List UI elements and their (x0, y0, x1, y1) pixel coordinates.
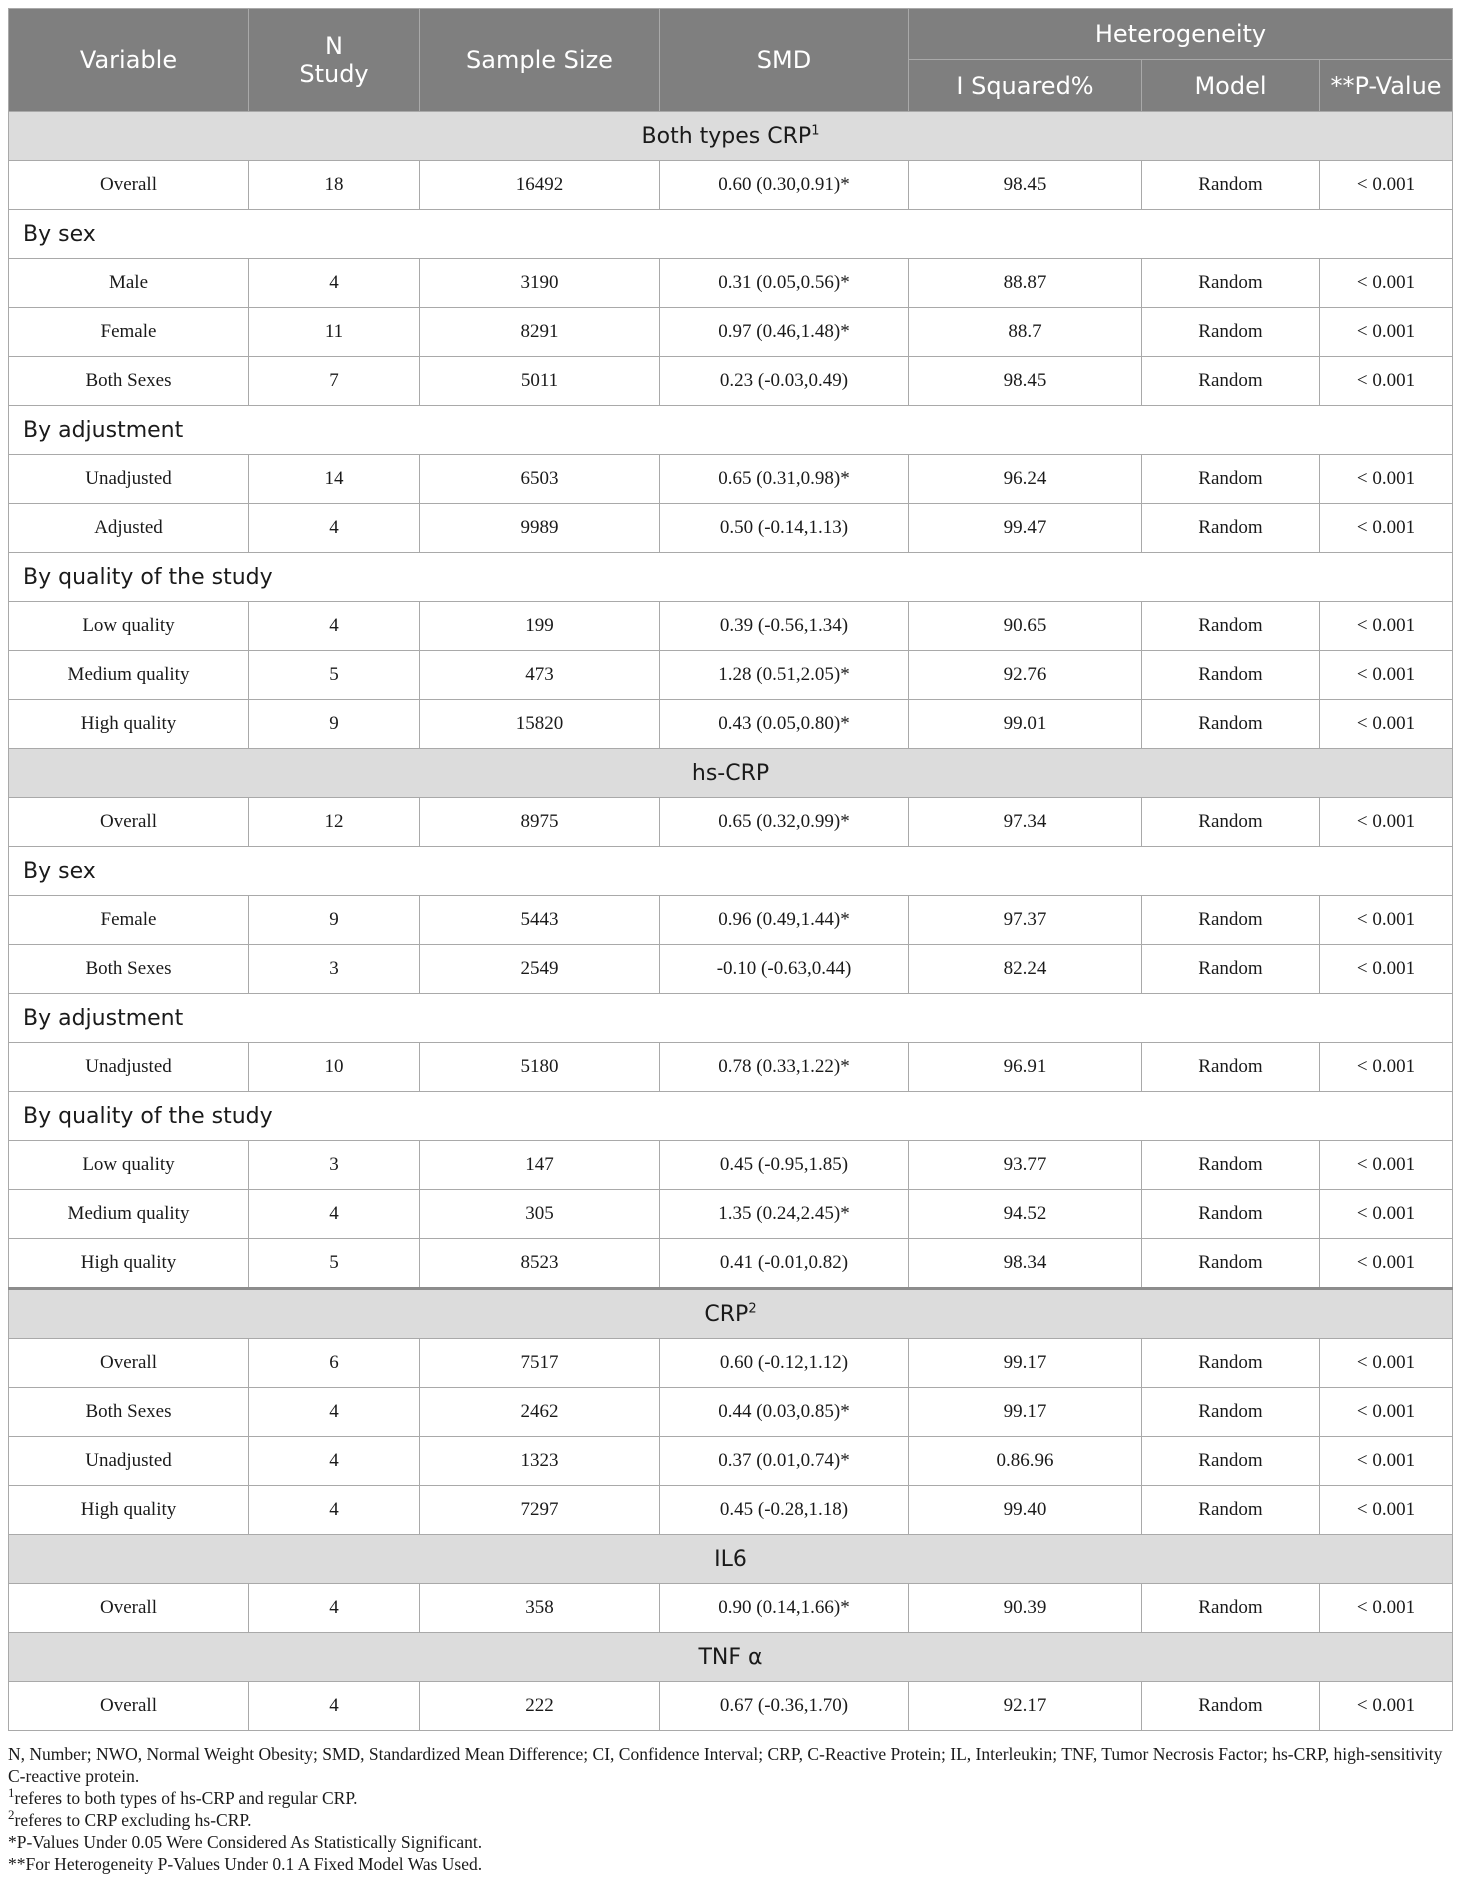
cell-model: Random (1142, 455, 1320, 504)
table-row (9, 308, 1453, 357)
cell-n-study: 9 (249, 700, 420, 749)
cell-n-study: 11 (249, 308, 420, 357)
cell-i-squared: 99.40 (909, 1486, 1142, 1535)
cell-sample-size: 8291 (420, 308, 660, 357)
section-header-row (9, 749, 1453, 798)
section-label: TNF α (698, 1644, 763, 1670)
table-row (9, 1682, 1453, 1731)
cell-p-value: < 0.001 (1320, 896, 1453, 945)
cell-sample-size: 5011 (420, 357, 660, 406)
cell-p-value: < 0.001 (1320, 161, 1453, 210)
cell-smd: 0.97 (0.46,1.48)* (660, 308, 909, 357)
subgroup-header-row (9, 847, 1453, 896)
subgroup-label: By sex (9, 847, 1453, 896)
cell-model: Random (1142, 1388, 1320, 1437)
cell-sample-size: 3190 (420, 259, 660, 308)
table-row (9, 1339, 1453, 1388)
cell-p-value: < 0.001 (1320, 1388, 1453, 1437)
table-container (8, 8, 1452, 1875)
cell-variable: Female (9, 308, 249, 357)
cell-sample-size: 222 (420, 1682, 660, 1731)
section-header-row (9, 1289, 1453, 1339)
cell-model: Random (1142, 1486, 1320, 1535)
cell-smd: 0.67 (-0.36,1.70) (660, 1682, 909, 1731)
column-header-variable: Variable (9, 9, 249, 112)
footnote-marker: 2 (748, 1301, 757, 1317)
cell-sample-size: 358 (420, 1584, 660, 1633)
cell-n-study: 5 (249, 1239, 420, 1289)
cell-i-squared: 96.24 (909, 455, 1142, 504)
results-table (8, 8, 1453, 1731)
cell-p-value: < 0.001 (1320, 259, 1453, 308)
cell-model: Random (1142, 1141, 1320, 1190)
table-row (9, 161, 1453, 210)
cell-i-squared: 98.34 (909, 1239, 1142, 1289)
cell-smd: 1.28 (0.51,2.05)* (660, 651, 909, 700)
cell-i-squared: 96.91 (909, 1043, 1142, 1092)
cell-p-value: < 0.001 (1320, 1584, 1453, 1633)
table-row (9, 1239, 1453, 1289)
footnote (8, 1853, 1452, 1875)
column-header-model: Model (1142, 60, 1320, 112)
cell-n-study: 4 (249, 504, 420, 553)
section-title (9, 749, 1453, 798)
cell-i-squared: 92.76 (909, 651, 1142, 700)
cell-i-squared: 88.87 (909, 259, 1142, 308)
footnote-text: *P-Values Under 0.05 Were Considered As Statistically Significant. (8, 1832, 483, 1852)
section-label: Both types CRP (641, 123, 812, 149)
cell-sample-size: 6503 (420, 455, 660, 504)
cell-i-squared: 99.01 (909, 700, 1142, 749)
cell-smd: 0.37 (0.01,0.74)* (660, 1437, 909, 1486)
column-header-heterogeneity: Heterogeneity (909, 9, 1453, 60)
cell-p-value: < 0.001 (1320, 945, 1453, 994)
cell-variable: Low quality (9, 1141, 249, 1190)
cell-n-study: 14 (249, 455, 420, 504)
table-header (9, 9, 1453, 112)
cell-sample-size: 1323 (420, 1437, 660, 1486)
cell-model: Random (1142, 357, 1320, 406)
cell-n-study: 12 (249, 798, 420, 847)
cell-p-value: < 0.001 (1320, 700, 1453, 749)
cell-smd: -0.10 (-0.63,0.44) (660, 945, 909, 994)
cell-n-study: 9 (249, 896, 420, 945)
cell-n-study: 4 (249, 1388, 420, 1437)
cell-smd: 0.23 (-0.03,0.49) (660, 357, 909, 406)
cell-variable: Male (9, 259, 249, 308)
cell-model: Random (1142, 651, 1320, 700)
cell-sample-size: 15820 (420, 700, 660, 749)
cell-i-squared: 90.39 (909, 1584, 1142, 1633)
subgroup-label: By sex (9, 210, 1453, 259)
cell-sample-size: 5443 (420, 896, 660, 945)
cell-model: Random (1142, 896, 1320, 945)
table-row (9, 1190, 1453, 1239)
section-header-row (9, 112, 1453, 161)
table-row (9, 357, 1453, 406)
cell-model: Random (1142, 1437, 1320, 1486)
cell-model: Random (1142, 1682, 1320, 1731)
cell-sample-size: 2549 (420, 945, 660, 994)
n-study-label: N Study (299, 32, 369, 88)
cell-p-value: < 0.001 (1320, 308, 1453, 357)
cell-sample-size: 16492 (420, 161, 660, 210)
cell-n-study: 5 (249, 651, 420, 700)
cell-i-squared: 99.47 (909, 504, 1142, 553)
table-row (9, 945, 1453, 994)
cell-n-study: 3 (249, 945, 420, 994)
cell-variable: High quality (9, 700, 249, 749)
cell-i-squared: 90.65 (909, 602, 1142, 651)
cell-variable: Both Sexes (9, 945, 249, 994)
section-header-row (9, 1535, 1453, 1584)
cell-p-value: < 0.001 (1320, 602, 1453, 651)
table-row (9, 455, 1453, 504)
cell-n-study: 6 (249, 1339, 420, 1388)
cell-variable: High quality (9, 1486, 249, 1535)
cell-smd: 0.65 (0.32,0.99)* (660, 798, 909, 847)
cell-i-squared: 99.17 (909, 1388, 1142, 1437)
cell-p-value: < 0.001 (1320, 1486, 1453, 1535)
cell-variable: Overall (9, 1339, 249, 1388)
cell-model: Random (1142, 308, 1320, 357)
cell-smd: 0.39 (-0.56,1.34) (660, 602, 909, 651)
footnote (8, 1787, 1452, 1809)
section-title (9, 112, 1453, 161)
cell-sample-size: 305 (420, 1190, 660, 1239)
cell-p-value: < 0.001 (1320, 1043, 1453, 1092)
cell-n-study: 4 (249, 1682, 420, 1731)
cell-smd: 0.96 (0.49,1.44)* (660, 896, 909, 945)
table-row (9, 1437, 1453, 1486)
cell-variable: Adjusted (9, 504, 249, 553)
subgroup-header-row (9, 406, 1453, 455)
cell-model: Random (1142, 1339, 1320, 1388)
cell-model: Random (1142, 1584, 1320, 1633)
section-label: hs-CRP (691, 760, 770, 786)
subgroup-header-row (9, 210, 1453, 259)
cell-p-value: < 0.001 (1320, 651, 1453, 700)
table-row (9, 896, 1453, 945)
table-footnotes (8, 1743, 1452, 1875)
cell-sample-size: 5180 (420, 1043, 660, 1092)
table-row (9, 259, 1453, 308)
table-row (9, 651, 1453, 700)
cell-model: Random (1142, 259, 1320, 308)
cell-variable: Overall (9, 161, 249, 210)
cell-variable: Medium quality (9, 1190, 249, 1239)
cell-sample-size: 9989 (420, 504, 660, 553)
cell-smd: 0.60 (-0.12,1.12) (660, 1339, 909, 1388)
cell-n-study: 4 (249, 259, 420, 308)
cell-n-study: 10 (249, 1043, 420, 1092)
cell-smd: 0.50 (-0.14,1.13) (660, 504, 909, 553)
cell-i-squared: 0.86.96 (909, 1437, 1142, 1486)
cell-sample-size: 2462 (420, 1388, 660, 1437)
cell-sample-size: 7517 (420, 1339, 660, 1388)
table-row (9, 1141, 1453, 1190)
cell-model: Random (1142, 161, 1320, 210)
column-header-p-value: **P-Value (1320, 60, 1453, 112)
subgroup-label: By quality of the study (9, 553, 1453, 602)
cell-variable: Low quality (9, 602, 249, 651)
table-row (9, 1043, 1453, 1092)
cell-n-study: 18 (249, 161, 420, 210)
cell-sample-size: 473 (420, 651, 660, 700)
cell-model: Random (1142, 504, 1320, 553)
subgroup-header-row (9, 1092, 1453, 1141)
subgroup-header-row (9, 994, 1453, 1043)
cell-n-study: 3 (249, 1141, 420, 1190)
cell-model: Random (1142, 945, 1320, 994)
table-row (9, 1388, 1453, 1437)
cell-sample-size: 8975 (420, 798, 660, 847)
cell-smd: 0.90 (0.14,1.66)* (660, 1584, 909, 1633)
table-row (9, 1486, 1453, 1535)
cell-model: Random (1142, 1239, 1320, 1289)
cell-model: Random (1142, 1043, 1320, 1092)
table-row (9, 1584, 1453, 1633)
table-row (9, 602, 1453, 651)
cell-sample-size: 8523 (420, 1239, 660, 1289)
subgroup-label: By quality of the study (9, 1092, 1453, 1141)
cell-i-squared: 98.45 (909, 357, 1142, 406)
subgroup-label: By adjustment (9, 406, 1453, 455)
subgroup-label: By adjustment (9, 994, 1453, 1043)
section-title (9, 1535, 1453, 1584)
table-row (9, 700, 1453, 749)
table-row (9, 798, 1453, 847)
cell-i-squared: 97.34 (909, 798, 1142, 847)
cell-i-squared: 88.7 (909, 308, 1142, 357)
table-row (9, 504, 1453, 553)
cell-p-value: < 0.001 (1320, 1190, 1453, 1239)
footnote-marker: 1 (811, 123, 820, 139)
cell-variable: Both Sexes (9, 1388, 249, 1437)
section-header-row (9, 1633, 1453, 1682)
cell-p-value: < 0.001 (1320, 1437, 1453, 1486)
cell-p-value: < 0.001 (1320, 1239, 1453, 1289)
cell-i-squared: 82.24 (909, 945, 1142, 994)
footnote-text: referes to CRP excluding hs-CRP. (14, 1810, 252, 1830)
cell-model: Random (1142, 602, 1320, 651)
cell-sample-size: 199 (420, 602, 660, 651)
cell-n-study: 4 (249, 1437, 420, 1486)
cell-model: Random (1142, 1190, 1320, 1239)
footnote-marker: 1 (8, 1785, 15, 1801)
cell-smd: 1.35 (0.24,2.45)* (660, 1190, 909, 1239)
cell-p-value: < 0.001 (1320, 1339, 1453, 1388)
cell-p-value: < 0.001 (1320, 504, 1453, 553)
cell-smd: 0.45 (-0.95,1.85) (660, 1141, 909, 1190)
column-header-i-squared: I Squared% (909, 60, 1142, 112)
footnote (8, 1831, 1452, 1853)
cell-i-squared: 94.52 (909, 1190, 1142, 1239)
cell-variable: Both Sexes (9, 357, 249, 406)
cell-p-value: < 0.001 (1320, 1141, 1453, 1190)
cell-i-squared: 92.17 (909, 1682, 1142, 1731)
cell-smd: 0.44 (0.03,0.85)* (660, 1388, 909, 1437)
cell-p-value: < 0.001 (1320, 357, 1453, 406)
cell-i-squared: 93.77 (909, 1141, 1142, 1190)
cell-smd: 0.78 (0.33,1.22)* (660, 1043, 909, 1092)
cell-variable: Overall (9, 1584, 249, 1633)
cell-sample-size: 7297 (420, 1486, 660, 1535)
cell-variable: Medium quality (9, 651, 249, 700)
section-label: CRP (704, 1301, 749, 1327)
cell-smd: 0.43 (0.05,0.80)* (660, 700, 909, 749)
cell-variable: Unadjusted (9, 455, 249, 504)
cell-variable: Unadjusted (9, 1043, 249, 1092)
cell-p-value: < 0.001 (1320, 1682, 1453, 1731)
cell-i-squared: 98.45 (909, 161, 1142, 210)
column-header-sample-size: Sample Size (420, 9, 660, 112)
cell-smd: 0.45 (-0.28,1.18) (660, 1486, 909, 1535)
cell-model: Random (1142, 700, 1320, 749)
cell-n-study: 4 (249, 1190, 420, 1239)
subgroup-header-row (9, 553, 1453, 602)
cell-p-value: < 0.001 (1320, 798, 1453, 847)
cell-smd: 0.31 (0.05,0.56)* (660, 259, 909, 308)
footnote-marker: 2 (8, 1807, 15, 1823)
cell-p-value: < 0.001 (1320, 455, 1453, 504)
cell-n-study: 4 (249, 602, 420, 651)
cell-variable: High quality (9, 1239, 249, 1289)
column-header-n-study (249, 9, 420, 112)
cell-variable: Unadjusted (9, 1437, 249, 1486)
cell-smd: 0.60 (0.30,0.91)* (660, 161, 909, 210)
footnote-text: N, Number; NWO, Normal Weight Obesity; SMD, Standardized Mean Difference; CI, Confidence Interval; CRP, C-Reactive Protein; IL, Interleukin; TNF, Tumor Necrosis Factor; hs-CRP, high-sensitivity C-reactive protein. (8, 1744, 1443, 1786)
cell-n-study: 4 (249, 1584, 420, 1633)
footnote-text: referes to both types of hs-CRP and regular CRP. (14, 1788, 358, 1808)
section-title (9, 1633, 1453, 1682)
footnote (8, 1743, 1452, 1787)
cell-sample-size: 147 (420, 1141, 660, 1190)
section-title (9, 1289, 1453, 1339)
cell-model: Random (1142, 798, 1320, 847)
cell-variable: Overall (9, 798, 249, 847)
cell-smd: 0.65 (0.31,0.98)* (660, 455, 909, 504)
footnote-text: **For Heterogeneity P-Values Under 0.1 A Fixed Model Was Used. (8, 1854, 483, 1874)
section-label: IL6 (714, 1546, 747, 1572)
cell-smd: 0.41 (-0.01,0.82) (660, 1239, 909, 1289)
cell-n-study: 4 (249, 1486, 420, 1535)
column-header-smd: SMD (660, 9, 909, 112)
cell-variable: Female (9, 896, 249, 945)
footnote (8, 1809, 1452, 1831)
table-body (9, 112, 1453, 1731)
cell-i-squared: 97.37 (909, 896, 1142, 945)
cell-i-squared: 99.17 (909, 1339, 1142, 1388)
cell-n-study: 7 (249, 357, 420, 406)
cell-variable: Overall (9, 1682, 249, 1731)
